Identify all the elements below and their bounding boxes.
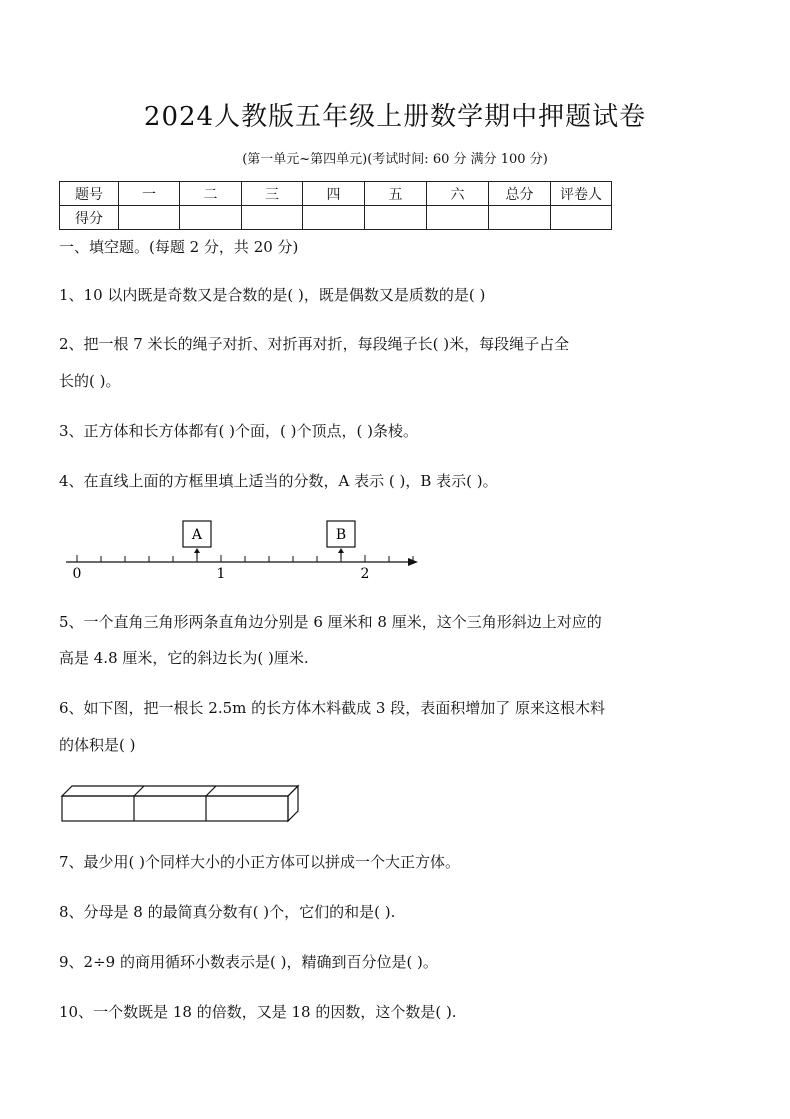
question-2-line-1: 2、把一根 7 米长的绳子对折、对折再对折，每段绳子长( )米，每段绳子占全 [59, 335, 570, 353]
question-9: 9、2÷9 的商用循环小数表示是( )，精确到百分位是( )。 [59, 953, 438, 971]
question-5-line-2: 高是 4.8 厘米，它的斜边长为( )厘米. [59, 649, 309, 667]
wood-block-front-face [62, 796, 288, 821]
header-cell: 三 [242, 182, 303, 206]
question-1: 1、10 以内既是奇数又是合数的是( )，既是偶数又是质数的是( ) [59, 286, 486, 304]
question-2-line-2: 长的( )。 [59, 372, 121, 390]
header-cell: 一 [119, 182, 180, 206]
header-cell: 二 [180, 182, 242, 206]
header-cell: 评卷人 [551, 182, 612, 206]
question-8: 8、分母是 8 的最简真分数有( )个，它们的和是( ). [59, 903, 396, 921]
question-4: 4、在直线上面的方框里填上适当的分数，A 表示 ( )，B 表示( )。 [59, 472, 498, 490]
header-cell: 总分 [489, 182, 551, 206]
pointer-arrow-icon [194, 548, 200, 553]
question-7: 7、最少用( )个同样大小的小正方体可以拼成一个大正方体。 [59, 853, 461, 871]
page-title: 2024人教版五年级上册数学期中押题试卷 [143, 102, 647, 132]
question-6-line-2: 的体积是( ) [59, 736, 136, 754]
header-cell: 六 [427, 182, 489, 206]
answer-box-label: A [191, 527, 203, 543]
score-row-label: 得分 [60, 206, 119, 230]
question-10: 10、一个数既是 18 的倍数，又是 18 的因数，这个数是( ). [59, 1003, 457, 1021]
question-5-line-1: 5、一个直角三角形两条直角边分别是 6 厘米和 8 厘米，这个三角形斜边上对应的 [59, 613, 602, 631]
pointer-arrow-icon [338, 548, 344, 553]
exam-subtitle: (第一单元~第四单元)(考试时间: 60 分 满分 100 分) [242, 152, 548, 167]
wood-block-figure [60, 784, 300, 824]
wood-block-cut-line-2-top [206, 786, 216, 796]
header-cell: 题号 [60, 182, 119, 206]
header-cell: 五 [365, 182, 427, 206]
wood-block-cut-line-1-top [134, 786, 144, 796]
header-cell: 四 [303, 182, 365, 206]
wood-block-top-face [62, 786, 298, 796]
wood-block-side-face [288, 786, 298, 821]
tick-label: 0 [72, 566, 82, 582]
question-6-line-1: 6、如下图，把一根长 2.5m 的长方体木料截成 3 段，表面积增加了 原来这根木料 [59, 699, 606, 717]
answer-box-label: B [335, 527, 347, 543]
section-heading: 一、填空题。(每题 2 分，共 20 分) [59, 238, 299, 256]
tick-label: 1 [216, 566, 226, 582]
question-3: 3、正方体和长方体都有( )个面，( )个顶点，( )条棱。 [59, 422, 418, 440]
tick-label: 2 [360, 566, 370, 582]
